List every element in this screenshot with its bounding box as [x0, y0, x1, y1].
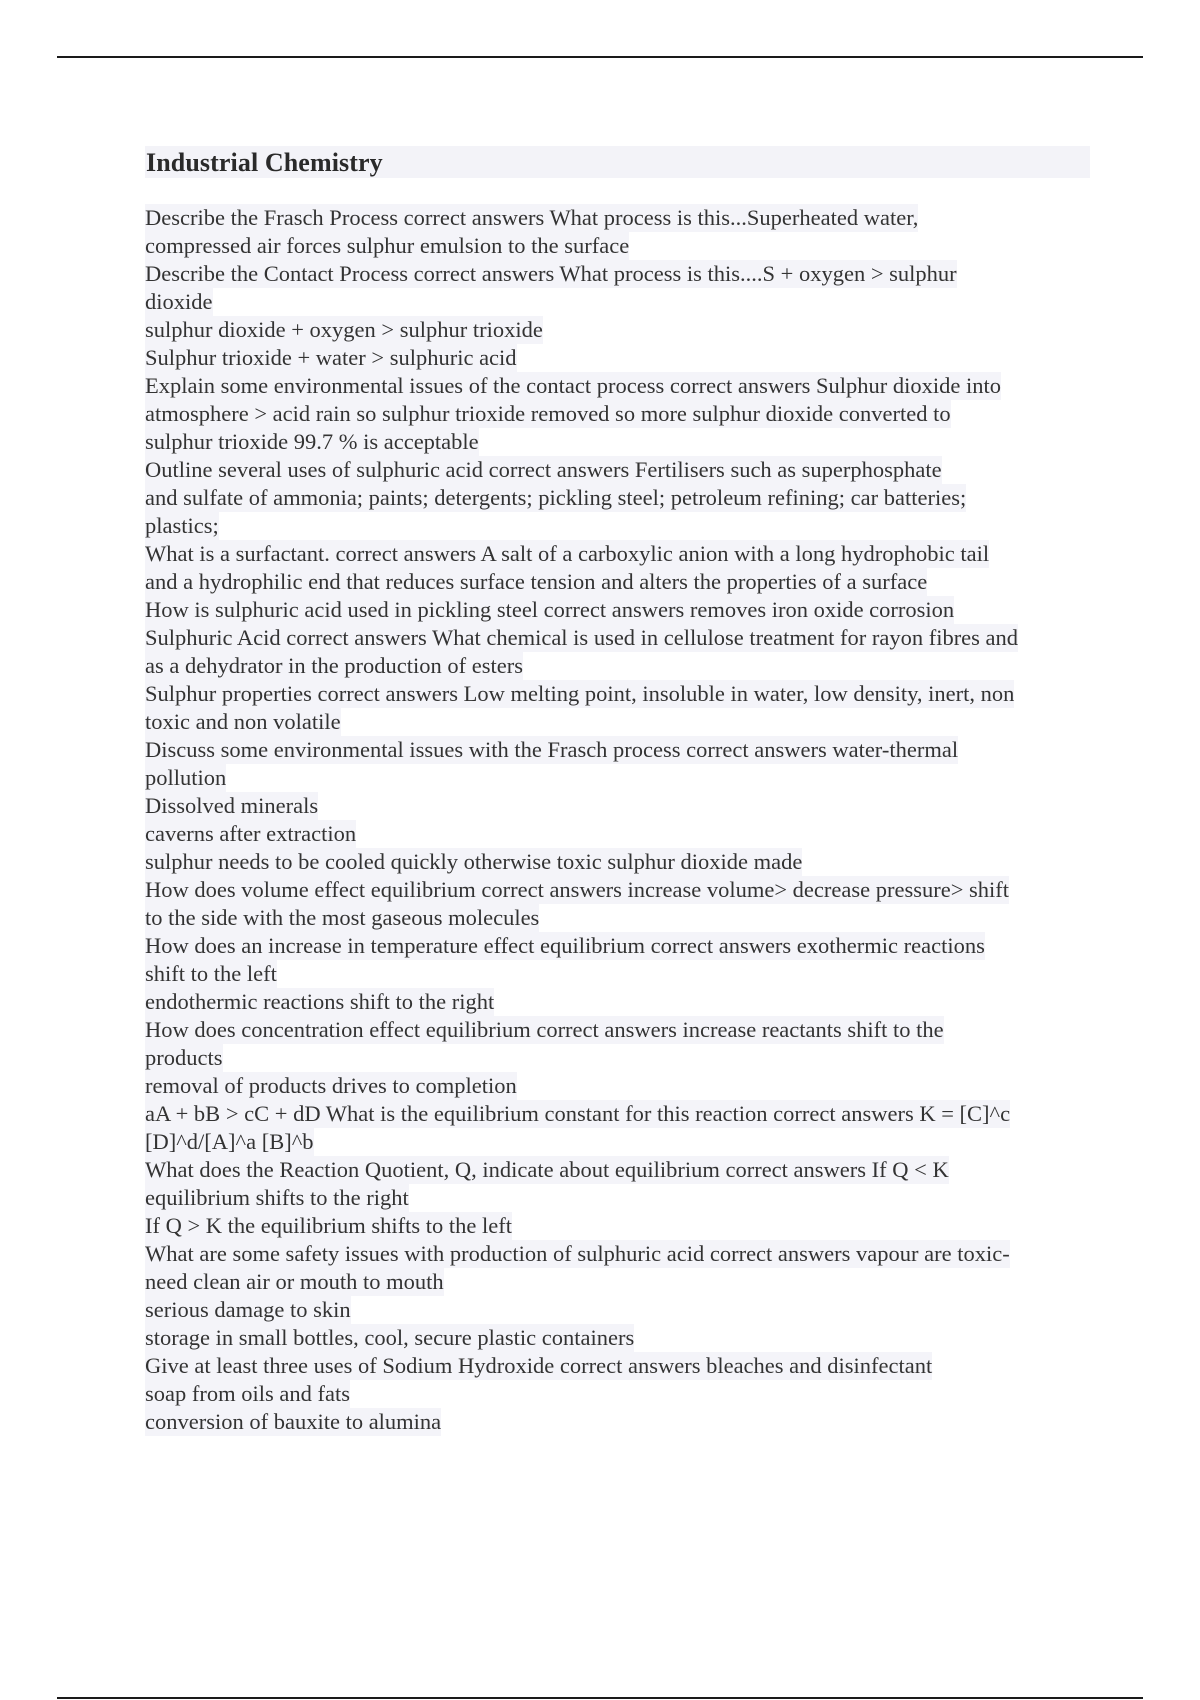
text-line: sulphur dioxide + oxygen > sulphur trioxide: [145, 317, 543, 342]
text-line: aA + bB > cC + dD What is the equilibrium constant for this reaction correct answers K = [C]^c: [145, 1101, 1011, 1126]
text-line: sulphur needs to be cooled quickly otherwise toxic sulphur dioxide made: [145, 849, 803, 874]
text-line: How does concentration effect equilibrium correct answers increase reactants shift to the: [145, 1017, 944, 1042]
text-line: If Q > K the equilibrium shifts to the left: [145, 1213, 512, 1238]
text-line: Dissolved minerals: [145, 793, 319, 818]
text-line: Explain some environmental issues of the contact process correct answers Sulphur dioxide into: [145, 373, 1002, 398]
text-line: endothermic reactions shift to the right: [145, 989, 495, 1014]
text-line: Sulphuric Acid correct answers What chemical is used in cellulose treatment for rayon fibres and: [145, 625, 1019, 650]
text-line: Give at least three uses of Sodium Hydroxide correct answers bleaches and disinfectant: [145, 1353, 933, 1378]
text-line: Outline several uses of sulphuric acid correct answers Fertilisers such as superphosphate: [145, 457, 942, 482]
text-line: Describe the Frasch Process correct answers What process is this...Superheated water,: [145, 205, 919, 230]
text-line: caverns after extraction: [145, 821, 357, 846]
text-line: need clean air or mouth to mouth: [145, 1269, 444, 1294]
bottom-rule: [57, 1697, 1143, 1699]
text-line: equilibrium shifts to the right: [145, 1185, 409, 1210]
text-line: How does volume effect equilibrium correct answers increase volume> decrease pressure> shift: [145, 877, 1010, 902]
text-line: storage in small bottles, cool, secure plastic containers: [145, 1325, 635, 1350]
text-line: shift to the left: [145, 961, 277, 986]
text-line: and sulfate of ammonia; paints; detergents; pickling steel; petroleum refining; car batteries;: [145, 485, 967, 510]
text-line: dioxide: [145, 289, 213, 314]
text-line: sulphur trioxide 99.7 % is acceptable: [145, 429, 479, 454]
text-line: How does an increase in temperature effect equilibrium correct answers exothermic reactions: [145, 933, 985, 958]
text-line: Sulphur properties correct answers Low melting point, insoluble in water, low density, inert, non: [145, 681, 1015, 706]
text-line: to the side with the most gaseous molecules: [145, 905, 540, 930]
text-line: plastics;: [145, 513, 219, 538]
text-line: soap from oils and fats: [145, 1381, 350, 1406]
document-body: [145, 204, 1090, 1436]
text-line: conversion of bauxite to alumina: [145, 1409, 442, 1434]
top-rule: [57, 56, 1143, 58]
text-line: Sulphur trioxide + water > sulphuric acid: [145, 345, 517, 370]
document-title: Industrial Chemistry: [145, 146, 1090, 178]
text-line: [D]^d/[A]^a [B]^b: [145, 1129, 314, 1154]
text-line: What is a surfactant. correct answers A salt of a carboxylic anion with a long hydrophobic tail: [145, 541, 990, 566]
text-line: serious damage to skin: [145, 1297, 351, 1322]
text-line: Discuss some environmental issues with the Frasch process correct answers water-thermal: [145, 737, 959, 762]
text-line: How is sulphuric acid used in pickling steel correct answers removes iron oxide corrosion: [145, 597, 955, 622]
text-line: pollution: [145, 765, 227, 790]
text-line: compressed air forces sulphur emulsion to the surface: [145, 233, 630, 258]
text-line: atmosphere > acid rain so sulphur trioxide removed so more sulphur dioxide converted to: [145, 401, 951, 426]
text-line: Describe the Contact Process correct answers What process is this....S + oxygen > sulphur: [145, 261, 957, 286]
text-line: as a dehydrator in the production of esters: [145, 653, 524, 678]
text-line: removal of products drives to completion: [145, 1073, 517, 1098]
text-line: toxic and non volatile: [145, 709, 341, 734]
text-line: and a hydrophilic end that reduces surface tension and alters the properties of a surface: [145, 569, 928, 594]
text-line: What are some safety issues with production of sulphuric acid correct answers vapour are toxic-: [145, 1241, 1010, 1266]
text-line: products: [145, 1045, 223, 1070]
text-line: What does the Reaction Quotient, Q, indicate about equilibrium correct answers If Q < K: [145, 1157, 949, 1182]
document-content: [145, 146, 1090, 1436]
